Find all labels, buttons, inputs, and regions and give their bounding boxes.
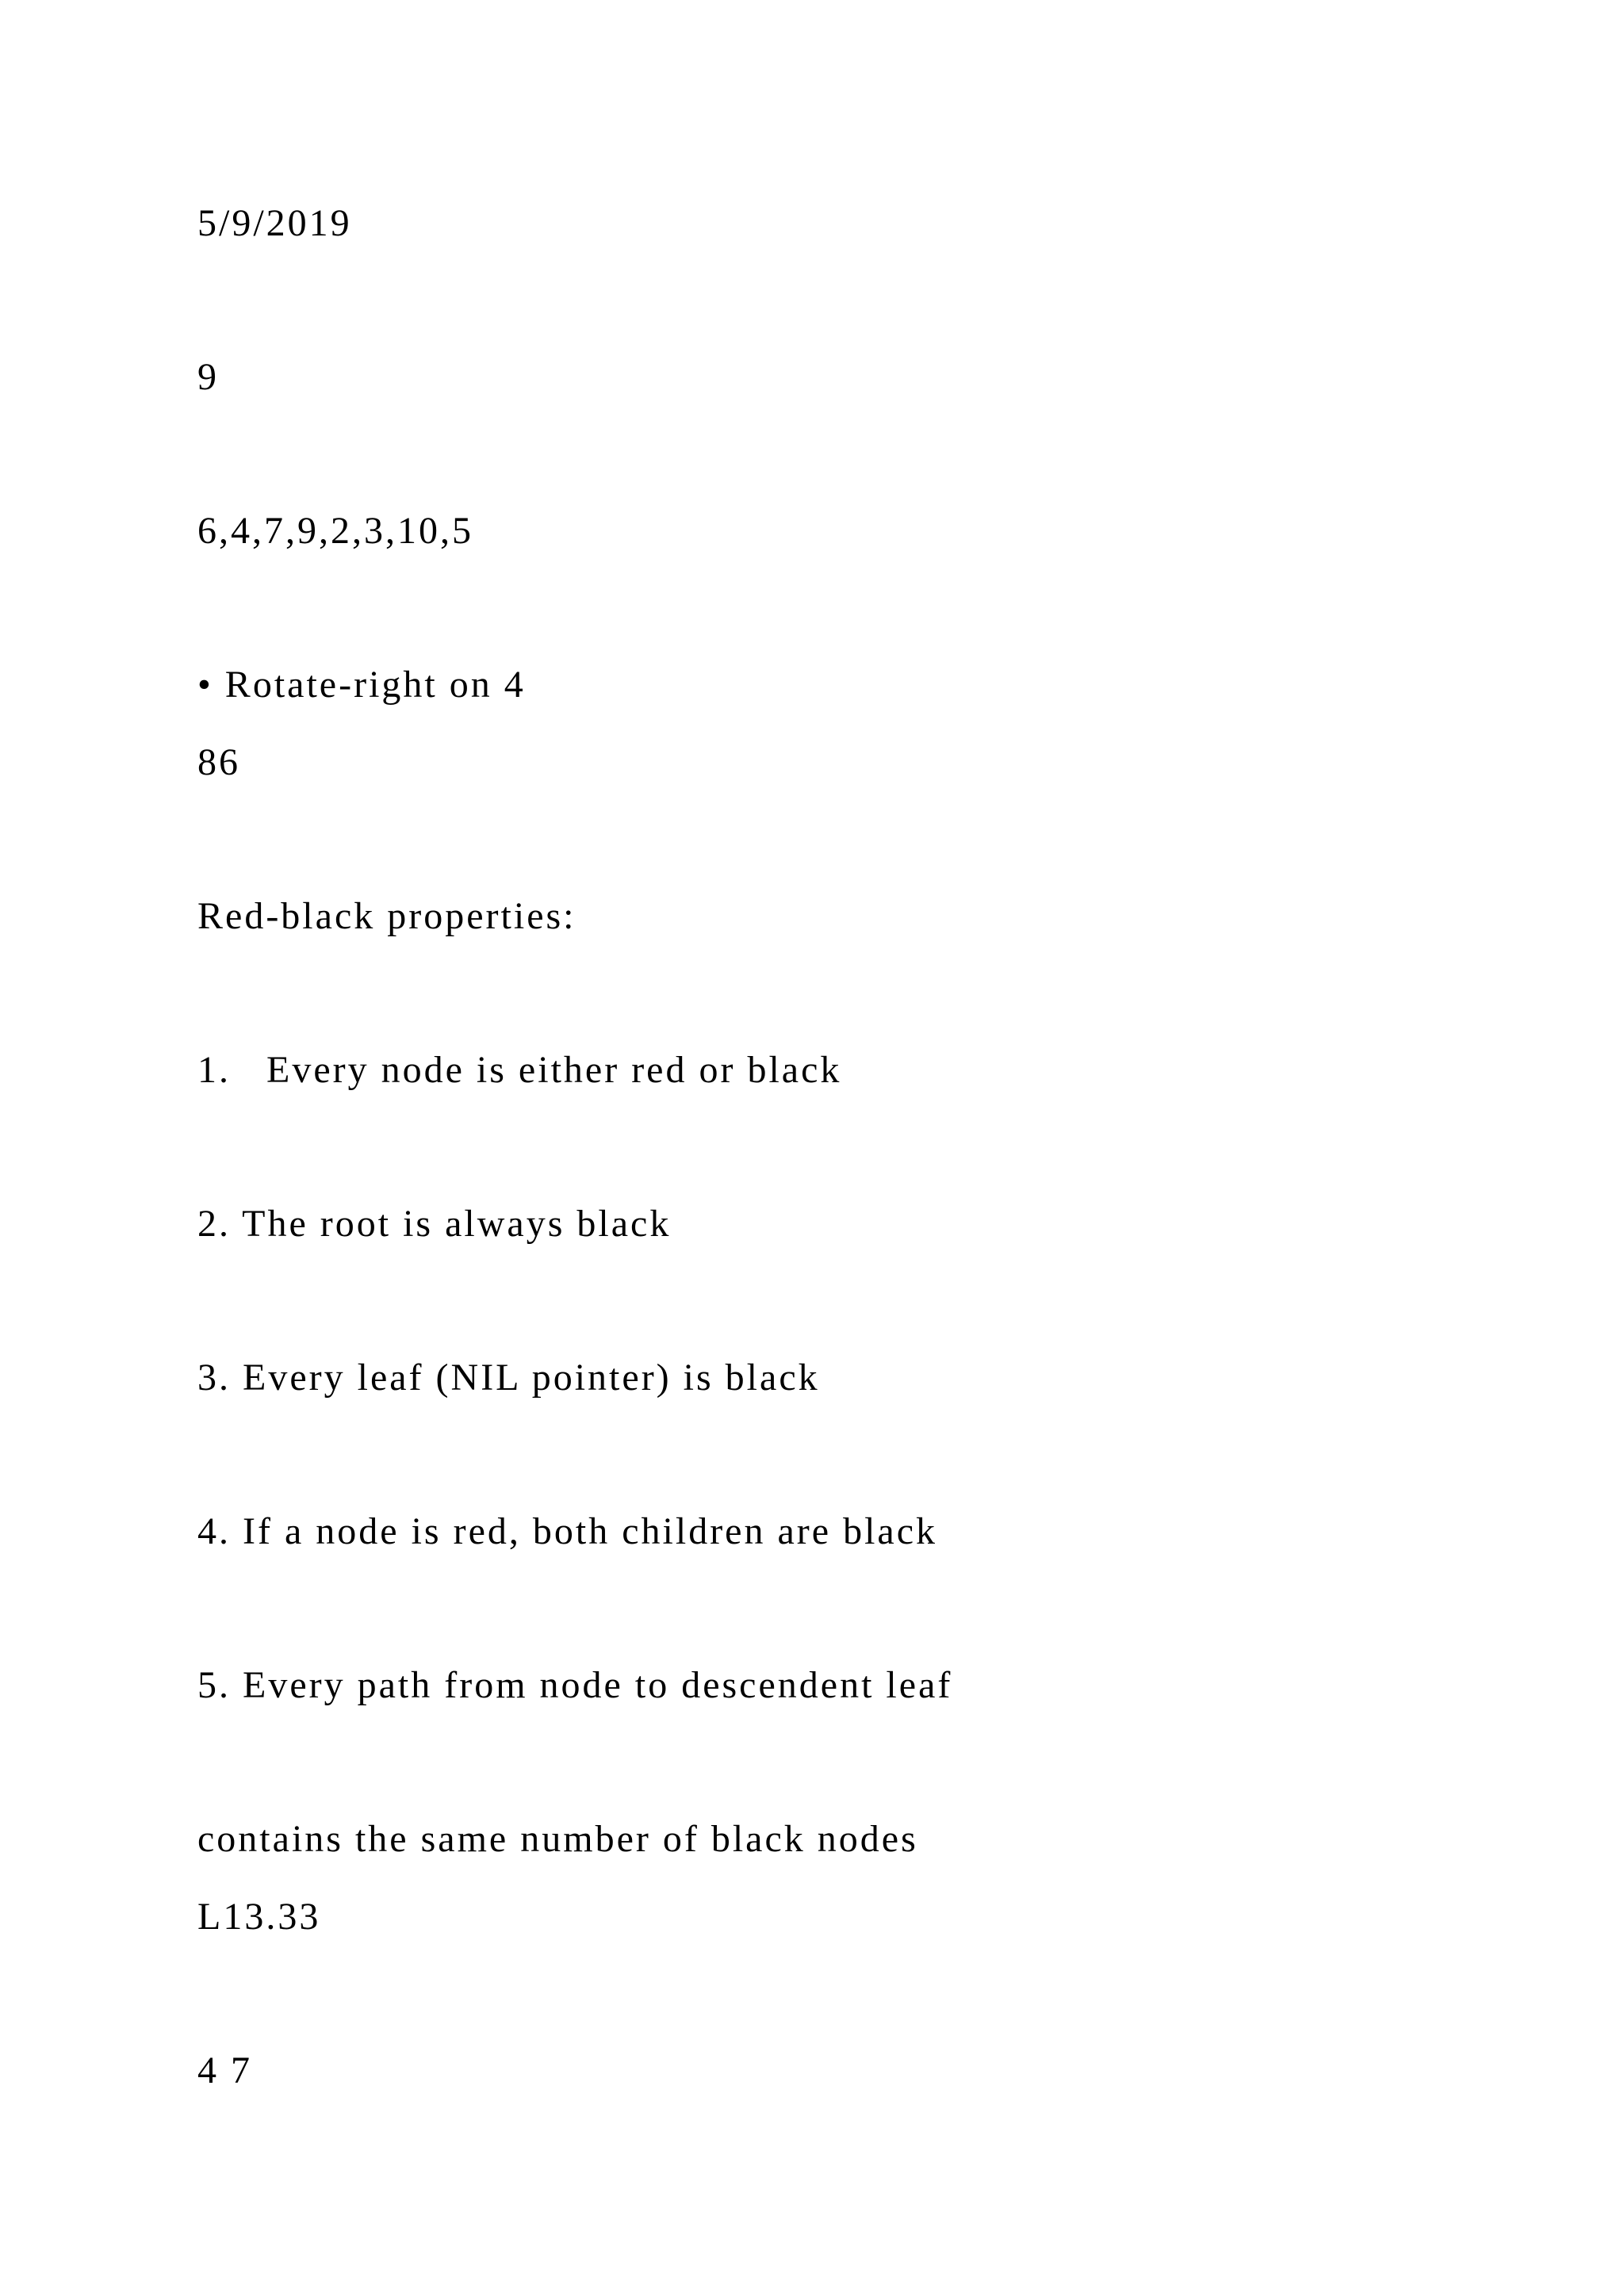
property-5-continued: contains the same number of black nodes [197,1818,918,1860]
property-1: 1. Every node is either red or black [197,1049,842,1091]
properties-heading: Red-black properties: [197,895,576,937]
insertion-sequence: 6,4,7,9,2,3,10,5 [197,510,473,552]
property-4: 4. If a node is red, both children are black [197,1510,938,1552]
property-2: 2. The root is always black [197,1203,672,1245]
property-3: 3. Every leaf (NIL pointer) is black [197,1357,820,1399]
node-labels: 4 7 [197,2049,252,2091]
slide-number: 86 [197,741,240,783]
rotate-bullet: • Rotate-right on 4 [197,664,526,706]
date-text: 5/9/2019 [197,202,352,244]
page-number: 9 [197,356,219,398]
lecture-reference: L13.33 [197,1896,321,1938]
property-5: 5. Every path from node to descendent leaf [197,1664,953,1706]
